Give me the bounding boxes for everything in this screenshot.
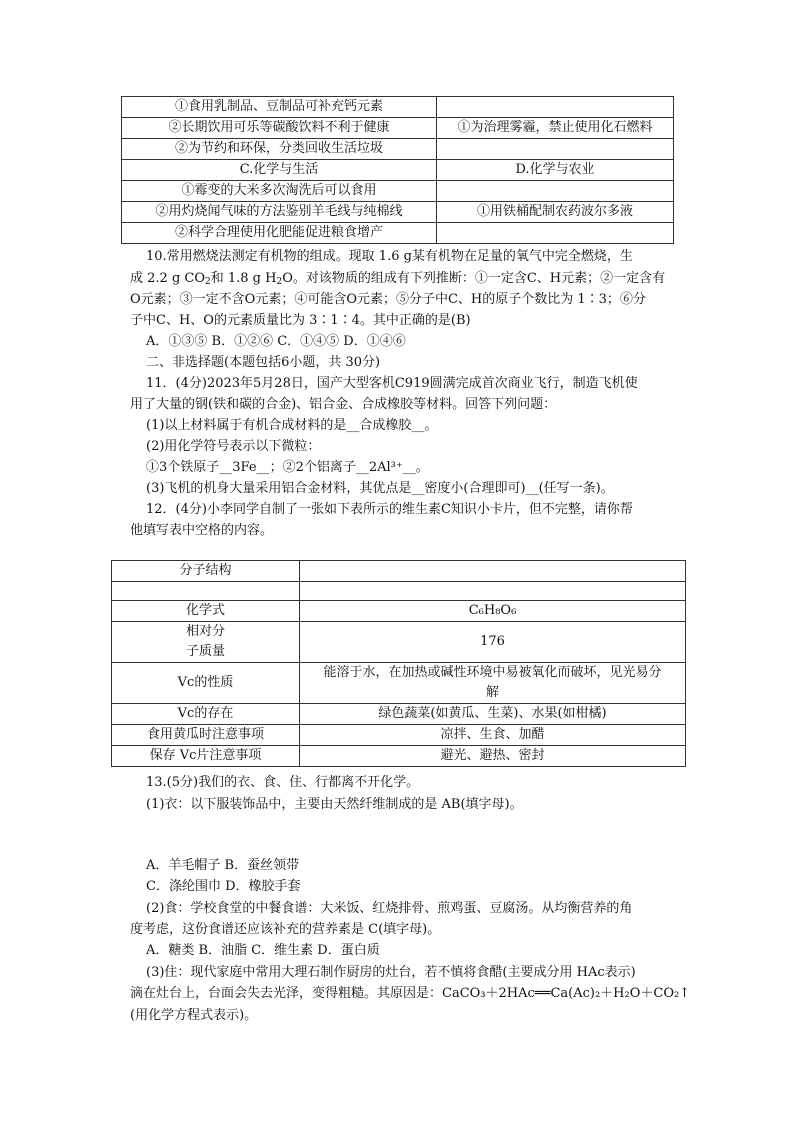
q11-text: ①3个铁原子 xyxy=(146,460,220,475)
table-row xyxy=(122,223,674,244)
table-cell xyxy=(437,139,674,160)
answer-blank: __2Al³⁺__ xyxy=(355,460,416,475)
q12-line1: 12．(4分)小李同学自制了一张如下表所示的维生素C知识小卡片，但不完整，请你帮 xyxy=(146,502,633,517)
table-cell: 176 xyxy=(300,622,686,663)
table-cell xyxy=(437,223,674,244)
q13-line7: (用化学方程式表示)。 xyxy=(130,1008,258,1023)
q13-line3: (2)食：学校食堂的中餐食谱：大米饭、红烧排骨、煎鸡蛋、豆腐汤。从均衡营养的角 xyxy=(146,901,633,916)
q11-text: (1)以上材料属于有机合成材料的是 xyxy=(146,418,347,433)
table-cell xyxy=(300,663,686,704)
vitamin-c-card-table xyxy=(111,560,686,767)
table-row xyxy=(112,746,686,767)
table-cell xyxy=(300,561,686,582)
table-cell: 凉拌、生食、加醋 xyxy=(300,725,686,746)
q11-line1: 11．(4分)2023年5月28日，国产大型客机C919圆满完成首次商业飞行，制造飞机使 xyxy=(146,376,638,391)
table-row xyxy=(112,582,686,601)
q13-options1: A．羊毛帽子 B．蚕丝领带 xyxy=(146,858,300,873)
table-cell: Vc的存在 xyxy=(112,704,300,725)
q10-text: 和 1.8 g H xyxy=(210,271,277,286)
q13-line5: (3)住：现代家庭中常用大理石制作厨房的灶台，若不慎将食醋(主要成分用 HAc表示) xyxy=(146,965,636,980)
q11-text: (任写一条)。 xyxy=(538,481,614,496)
q10-text: O。对该物质的组成有下列推断：①一定含C、H元素；②一定含有 xyxy=(282,271,666,286)
table-cell xyxy=(300,582,686,601)
q13-line4: 度考虑，这份食谱还应该补充的营养素是 C(填字母)。 xyxy=(130,922,441,937)
table-row xyxy=(112,663,686,704)
table-cell: 绿色蔬菜(如黄瓜、生菜)、水果(如柑橘) xyxy=(300,704,686,725)
table-cell: 分子结构 xyxy=(112,561,300,582)
q10-line4: 子中C、H、O的元素质量比为 3∶1∶4。其中正确的是(B) xyxy=(130,313,471,328)
table-cell: ①食用乳制品、豆制品可补充钙元素 xyxy=(122,97,437,118)
q10-text: 成 2.2 g CO xyxy=(130,271,205,286)
q11-line6 xyxy=(146,479,614,499)
cell-line: 能溶于水，在加热或碱性环境中易被氧化而破坏，见光易分 xyxy=(323,665,662,680)
table-row xyxy=(112,622,686,663)
q13-line6: 滴在灶台上，台面会失去光泽，变得粗糙。其原因是：CaCO₃＋2HAc══Ca(Ac)₂＋H₂O＋CO₂↑ xyxy=(130,986,691,1001)
table-row xyxy=(122,118,674,139)
q10-line3: O元素；③一定不含O元素；④可能含O元素；⑤分子中C、H的原子个数比为 1∶3；⑥分 xyxy=(130,292,646,307)
section-heading: 二、非选择题(本题包括6小题，共 30分) xyxy=(146,355,381,370)
q13-line1: 13.(5分)我们的衣、食、住、行都离不开化学。 xyxy=(146,775,420,790)
q10-line1: 10.常用燃烧法测定有机物的组成。现取 1.6 g某有机物在足量的氧气中完全燃烧，生 xyxy=(146,249,633,264)
table-cell: ①霉变的大米多次淘洗后可以食用 xyxy=(122,181,437,202)
table-cell: ②用灼烧闻气味的方法鉴别羊毛线与纯棉线 xyxy=(122,202,437,223)
q11-line2: 用了大量的钢(铁和碳的合金)、铝合金、合成橡胶等材料。回答下列问题： xyxy=(130,397,557,412)
table-row xyxy=(112,725,686,746)
q11-line5 xyxy=(146,458,429,478)
q13-line2: (1)衣：以下服装饰品中，主要由天然纤维制成的是 AB(填字母)。 xyxy=(146,797,523,812)
q10-options: A．①③⑤ B．①②⑥ C．①④⑤ D．①④⑥ xyxy=(146,334,406,349)
answer-blank: __3Fe__ xyxy=(219,460,270,475)
table-cell: Vc的性质 xyxy=(112,663,300,704)
q11-text: 。 xyxy=(424,418,438,433)
table-cell xyxy=(437,97,674,118)
q13-options3: A．糖类 B．油脂 C．维生素 D．蛋白质 xyxy=(146,943,380,958)
table-cell: 食用黄瓜时注意事项 xyxy=(112,725,300,746)
table-row xyxy=(122,202,674,223)
cell-line: 解 xyxy=(485,685,499,700)
table-row xyxy=(112,601,686,622)
q11-text: (3)飞机的机身大量采用铝合金材料，其优点是 xyxy=(146,481,412,496)
q12-line2: 他填写表中空格的内容。 xyxy=(130,523,274,538)
q10-line2: 成 2.2 g $CO_2$和 1.8 g $H_2O$。对该物质的组成有下列推断：①一定含C、H元素；②一定含有 xyxy=(130,271,666,287)
table-row xyxy=(112,561,686,582)
table-row xyxy=(122,160,674,181)
table-cell: ①为治理雾霾，禁止使用化石燃料 xyxy=(437,118,674,139)
table-cell xyxy=(112,582,300,601)
q11-line3 xyxy=(146,416,437,436)
table-cell: 化学式 xyxy=(112,601,300,622)
table-cell: ①用铁桶配制农药波尔多液 xyxy=(437,202,674,223)
cell-line: 子质量 xyxy=(185,644,225,659)
table-cell: C₆H₈O₆ xyxy=(300,601,686,622)
table-row xyxy=(122,139,674,160)
table-cell: C.化学与生活 xyxy=(122,160,437,181)
table-cell xyxy=(112,622,300,663)
q11-text: ；②2个铝离子 xyxy=(269,460,356,475)
table-cell: 保存 Vc片注意事项 xyxy=(112,746,300,767)
table-cell xyxy=(437,181,674,202)
q13-options2: C．涤纶围巾 D．橡胶手套 xyxy=(146,879,301,894)
table-cell: ②为节约和环保，分类回收生活垃圾 xyxy=(122,139,437,160)
q11-line4: (2)用化学符号表示以下微粒： xyxy=(146,439,321,454)
answer-blank: __合成橡胶__ xyxy=(346,418,425,433)
table-cell: 避光、避热、密封 xyxy=(300,746,686,767)
answer-blank: __密度小(合理即可)__ xyxy=(411,481,539,496)
table-row xyxy=(122,97,674,118)
comparison-table xyxy=(121,96,674,244)
table-cell: ②科学合理使用化肥能促进粮食增产 xyxy=(122,223,437,244)
table-row xyxy=(122,181,674,202)
table-row xyxy=(112,704,686,725)
q11-text: 。 xyxy=(415,460,429,475)
cell-line: 相对分 xyxy=(185,624,225,639)
table-cell: D.化学与农业 xyxy=(437,160,674,181)
table-cell: ②长期饮用可乐等碳酸饮料不利于健康 xyxy=(122,118,437,139)
